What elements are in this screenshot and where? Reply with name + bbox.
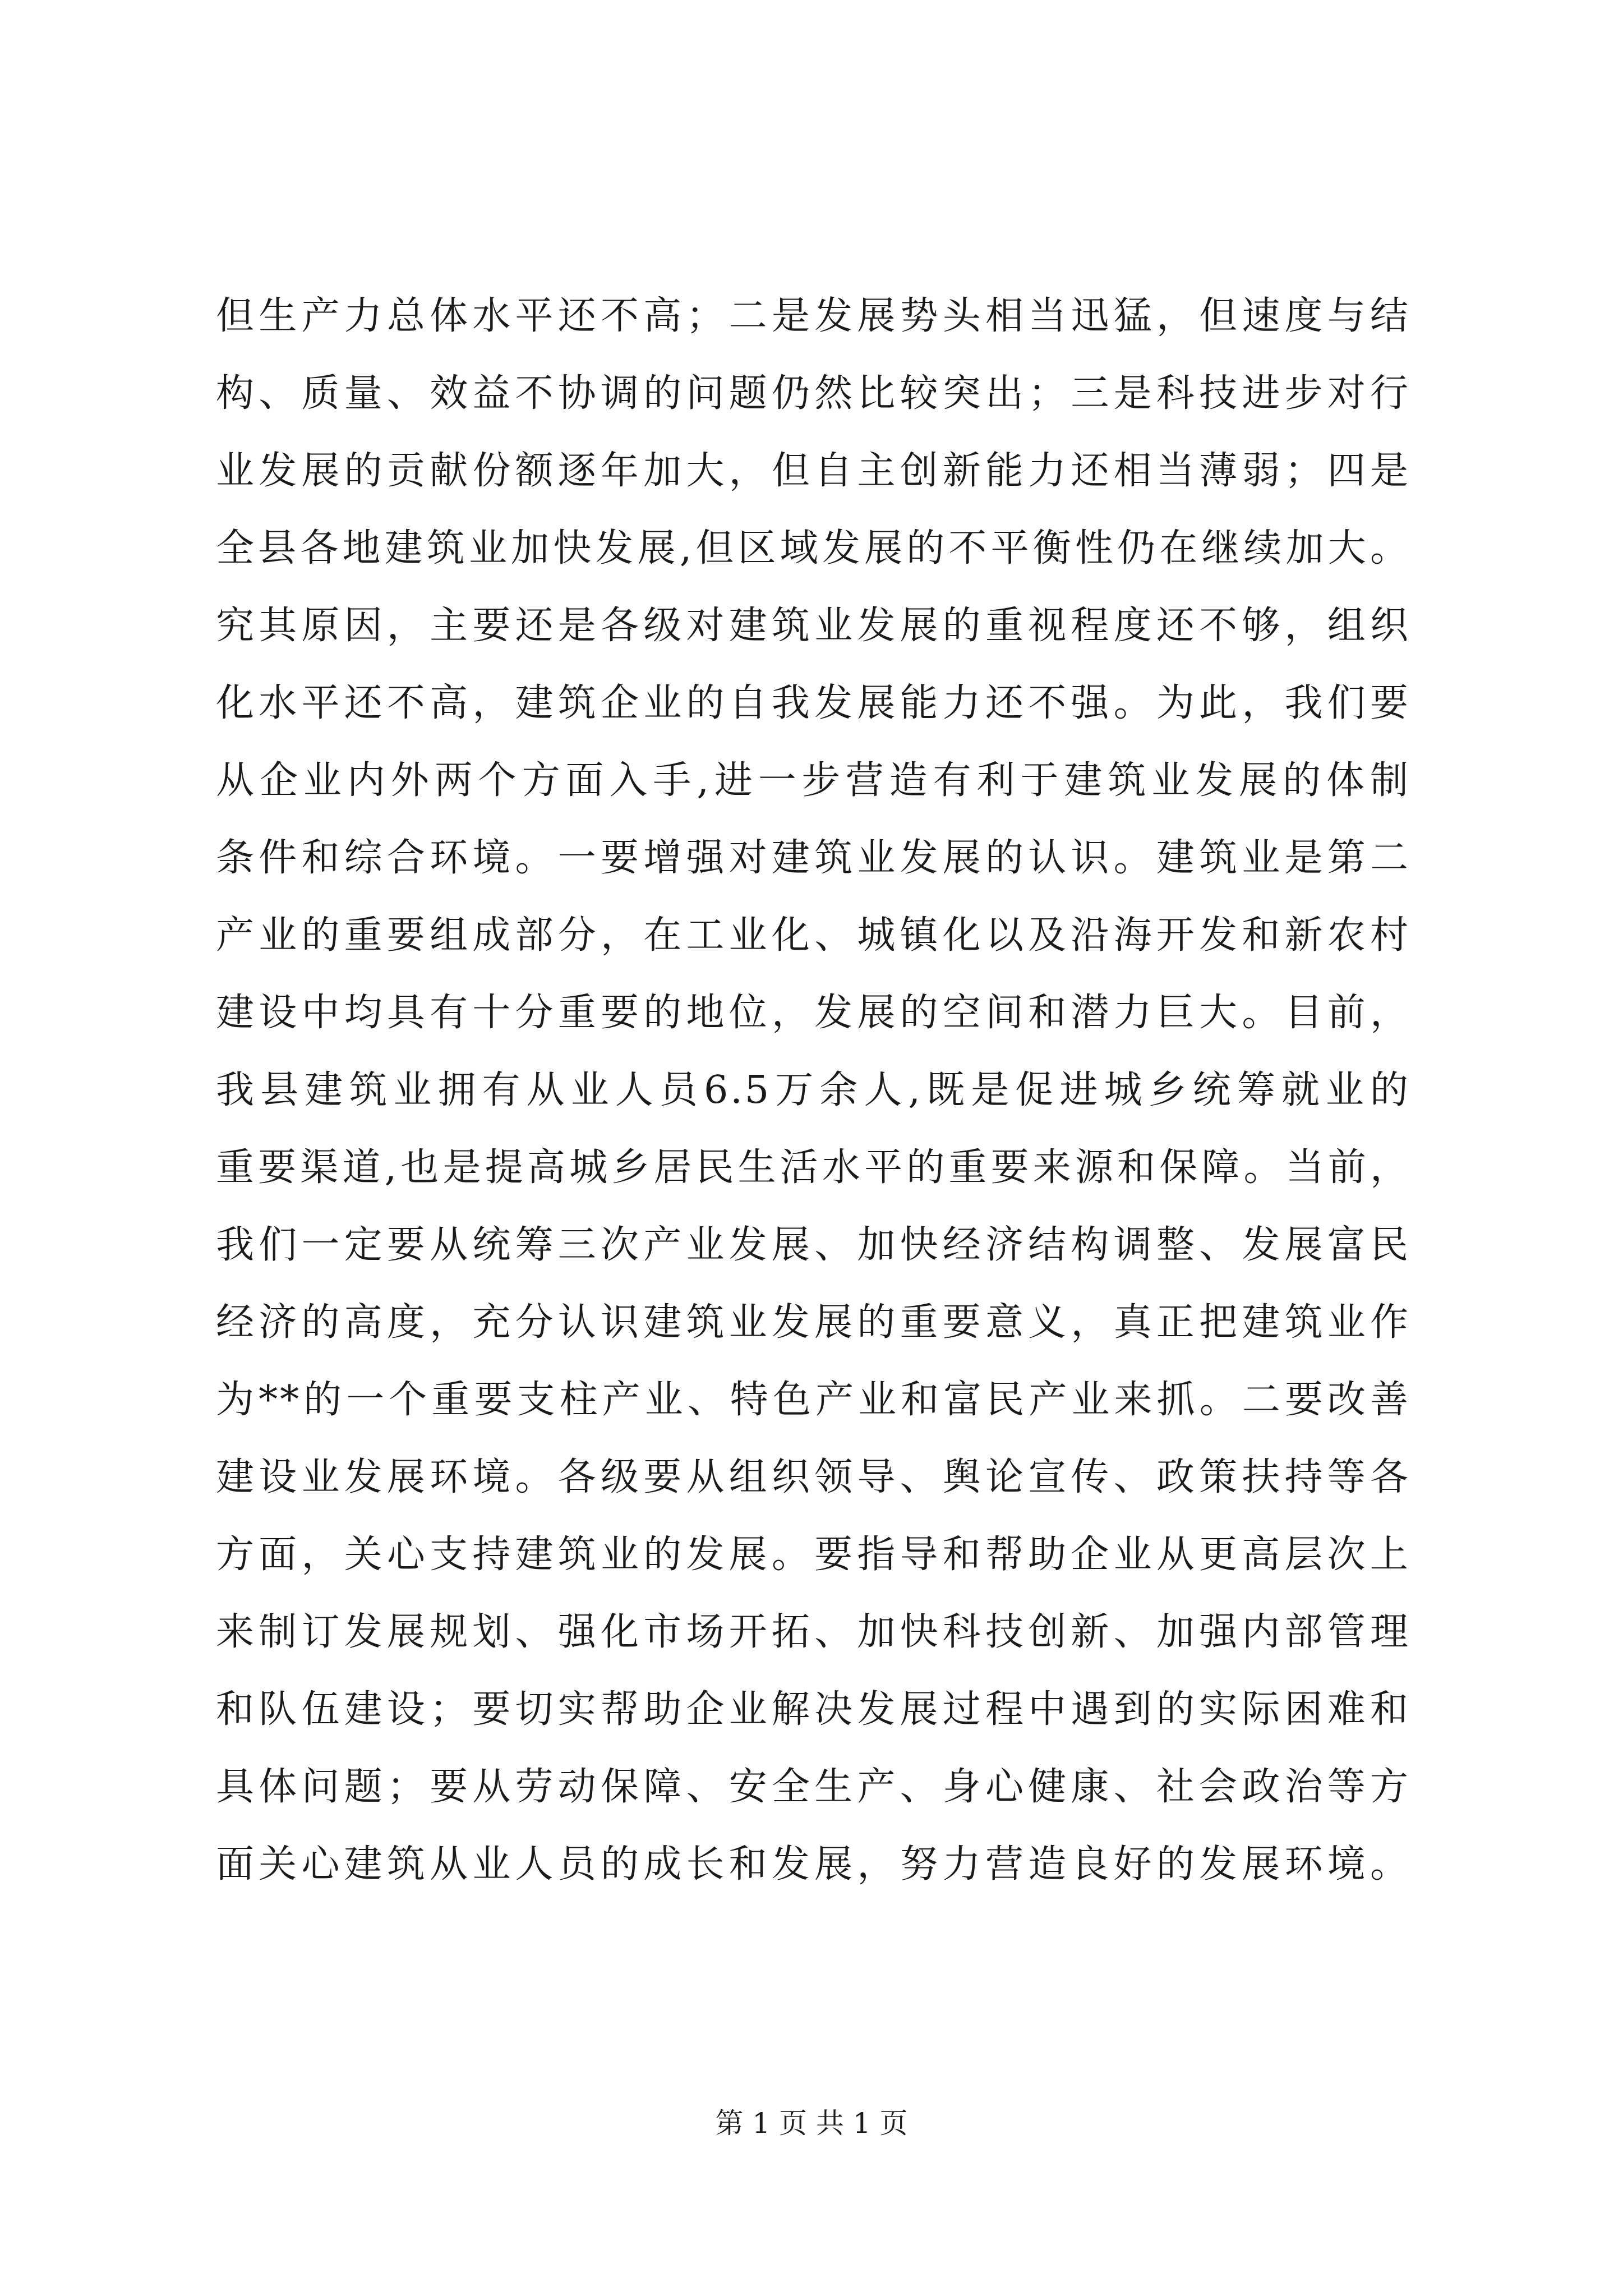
text-line: 建设业发展环境。各级要从组织领导、舆论宣传、政策扶持等各 [216,1455,1410,1499]
text-line: 来制订发展规划、强化市场开拓、加快科技创新、加强内部管理 [216,1610,1410,1654]
text-line: 全县各地建筑业加快发展,但区域发展的不平衡性仍在继续加大。 [216,526,1410,570]
text-line: 面关心建筑从业人员的成长和发展，努力营造良好的发展环境。 [216,1842,1410,1887]
text-line: 我县建筑业拥有从业人员6.5万余人,既是促进城乡统筹就业的 [216,1068,1410,1112]
text-line: 为**的一个重要支柱产业、特色产业和富民产业来抓。二要改善 [216,1378,1410,1422]
text-line: 但生产力总体水平还不高；二是发展势头相当迅猛，但速度与结 [216,294,1410,338]
text-line: 从企业内外两个方面入手,进一步营造有利于建筑业发展的体制 [216,758,1410,803]
text-line: 条件和综合环境。一要增强对建筑业发展的认识。建筑业是第二 [216,836,1410,880]
text-line: 究其原因，主要还是各级对建筑业发展的重视程度还不够，组织 [216,604,1410,648]
text-line: 化水平还不高，建筑企业的自我发展能力还不强。为此，我们要 [216,681,1410,725]
text-line: 建设中均具有十分重要的地位，发展的空间和潜力巨大。目前， [216,991,1410,1035]
text-line: 方面，关心支持建筑业的发展。要指导和帮助企业从更高层次上 [216,1533,1410,1577]
text-line: 经济的高度，充分认识建筑业发展的重要意义，真正把建筑业作 [216,1300,1410,1345]
text-line: 具体问题；要从劳动保障、安全生产、身心健康、社会政治等方 [216,1765,1410,1809]
text-line: 产业的重要组成部分，在工业化、城镇化以及沿海开发和新农村 [216,913,1410,958]
body-paragraph [216,278,1410,1903]
text-line: 我们一定要从统筹三次产业发展、加快经济结构调整、发展富民 [216,1223,1410,1267]
text-line: 构、质量、效益不协调的问题仍然比较突出；三是科技进步对行 [216,371,1410,416]
text-line: 业发展的贡献份额逐年加大，但自主创新能力还相当薄弱；四是 [216,449,1410,493]
text-line: 重要渠道,也是提高城乡居民生活水平的重要来源和保障。当前， [216,1145,1410,1190]
page-number-footer: 第 1 页 共 1 页 [715,2107,908,2139]
text-line: 和队伍建设；要切实帮助企业解决发展过程中遇到的实际困难和 [216,1687,1410,1732]
